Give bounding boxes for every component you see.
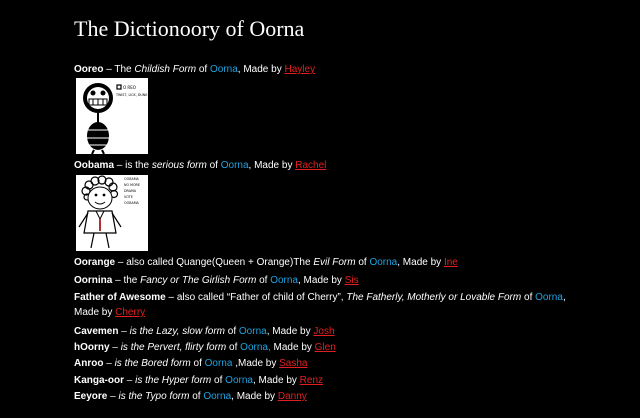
entry-name: Cavemen [74, 326, 119, 337]
author-link-cherry[interactable]: Cherry [115, 307, 146, 318]
author-link-rachel[interactable]: Rachel [295, 160, 327, 171]
entry-name: Oobama [74, 160, 115, 171]
oobama-drawing [76, 175, 148, 251]
entry-name: Oorange [74, 257, 116, 268]
entry-oobama: Oobama – is the serious form of Oorna, Made by Rachel [74, 160, 327, 171]
entry-name: Anroo [74, 358, 104, 369]
svg-text:OOBAMA: OOBAMA [124, 201, 139, 205]
entry-name: Kanga-oor [74, 375, 124, 386]
entry-father-of-awesome: Father of Awesome – also called “Father of child of Cherry”, The Fatherly, Motherly or Lovable Form of Oorna, Made by Cherry [74, 292, 566, 318]
entry-anroo: Anroo – is the Bored form of Oorna ,Made by Sasha [74, 358, 308, 369]
svg-text:OOBAMA: OOBAMA [124, 177, 139, 181]
svg-text:DRAMA: DRAMA [124, 189, 137, 193]
entry-name: Ooreo [74, 64, 104, 75]
author-link-ine[interactable]: Ine [443, 257, 458, 268]
author-link-sis[interactable]: Sis [344, 275, 359, 286]
author-link-hayley[interactable]: Hayley [284, 64, 316, 75]
author-link-renz[interactable]: Renz [299, 375, 324, 386]
entry-eeyore: Eeyore – is the Typo form of Oorna, Made by Danny [74, 391, 307, 402]
entry-oornina: Oornina – the Fancy or The Girlish Form of Oorna, Made by Sis [74, 275, 359, 286]
svg-text:O REO: O REO [123, 85, 136, 90]
entry-name: hOorny [74, 342, 110, 353]
svg-text:TWIST, LICK, DUNK: TWIST, LICK, DUNK [116, 93, 148, 97]
entry-ooreo: Ooreo – The Childish Form of Oorna, Made by Hayley [74, 64, 316, 75]
entry-hoorny: hOorny – is the Pervert, flirty form of Oorna, Made by Glen [74, 342, 336, 353]
svg-text:NO MORE: NO MORE [124, 183, 140, 187]
entry-name: Oornina [74, 275, 113, 286]
svg-text:VOTE: VOTE [124, 195, 133, 199]
author-link-josh[interactable]: Josh [313, 326, 335, 337]
entry-cavemen: Cavemen – is the Lazy, slow form of Oorna, Made by Josh [74, 326, 335, 337]
author-link-danny[interactable]: Danny [277, 391, 307, 402]
ooreo-drawing [76, 78, 148, 154]
author-link-sasha[interactable]: Sasha [279, 358, 308, 369]
entry-name: Father of Awesome [74, 292, 166, 303]
entry-oorange: Oorange – also called Quange(Queen + Orange)The Evil Form of Oorna, Made by Ine [74, 257, 458, 268]
entry-kanga-oor: Kanga-oor – is the Hyper form of Oorna, Made by Renz [74, 375, 324, 386]
author-link-glen[interactable]: Glen [314, 342, 336, 353]
page-title: The Dictionoory of Oorna [74, 16, 305, 41]
entry-name: Eeyore [74, 391, 108, 402]
